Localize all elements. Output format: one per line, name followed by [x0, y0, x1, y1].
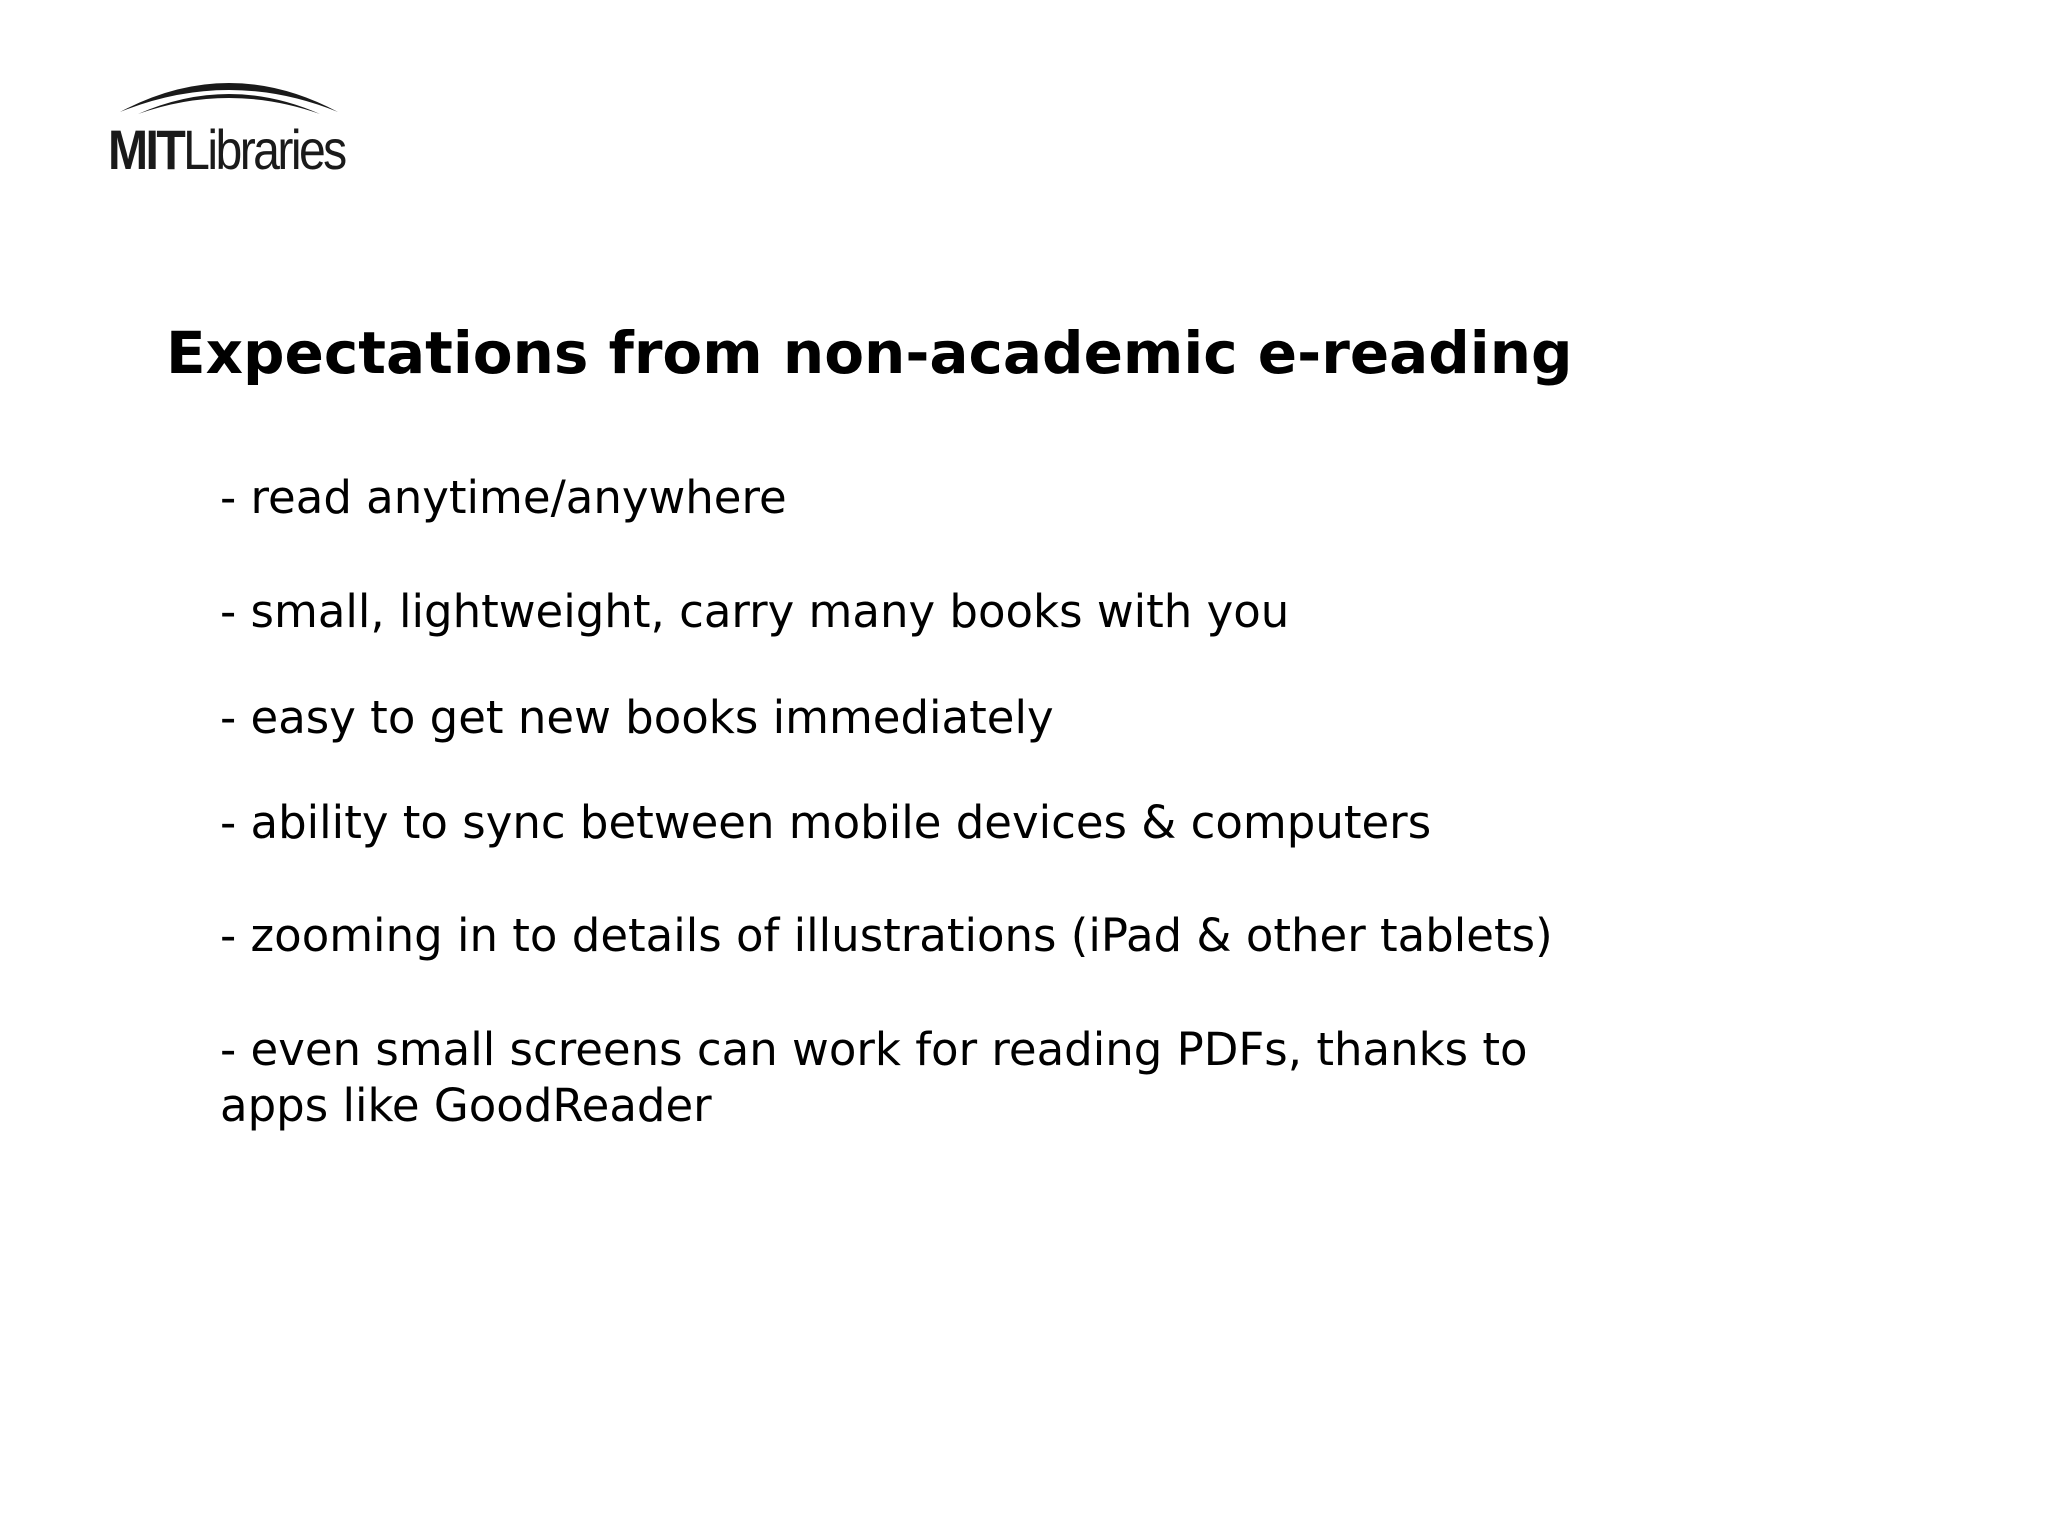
logo-libraries-text: Libraries — [183, 118, 345, 181]
bullet-item: - easy to get new books immediately — [220, 691, 1054, 744]
logo-arc-icon — [116, 72, 342, 116]
slide-title: Expectations from non-academic e-reading — [166, 319, 1573, 387]
bullet-item: - small, lightweight, carry many books with you — [220, 585, 1290, 638]
mit-libraries-logo — [108, 72, 348, 182]
logo-wordmark — [108, 120, 345, 180]
bullet-item: - ability to sync between mobile devices & computers — [220, 796, 1432, 849]
logo-mit-text: MIT — [108, 118, 184, 181]
bullet-item: - read anytime/anywhere — [220, 471, 787, 524]
bullet-item: - even small screens can work for reading PDFs, thanks to apps like GoodReader — [220, 1023, 1528, 1132]
bullet-item: - zooming in to details of illustrations (iPad & other tablets) — [220, 909, 1553, 962]
